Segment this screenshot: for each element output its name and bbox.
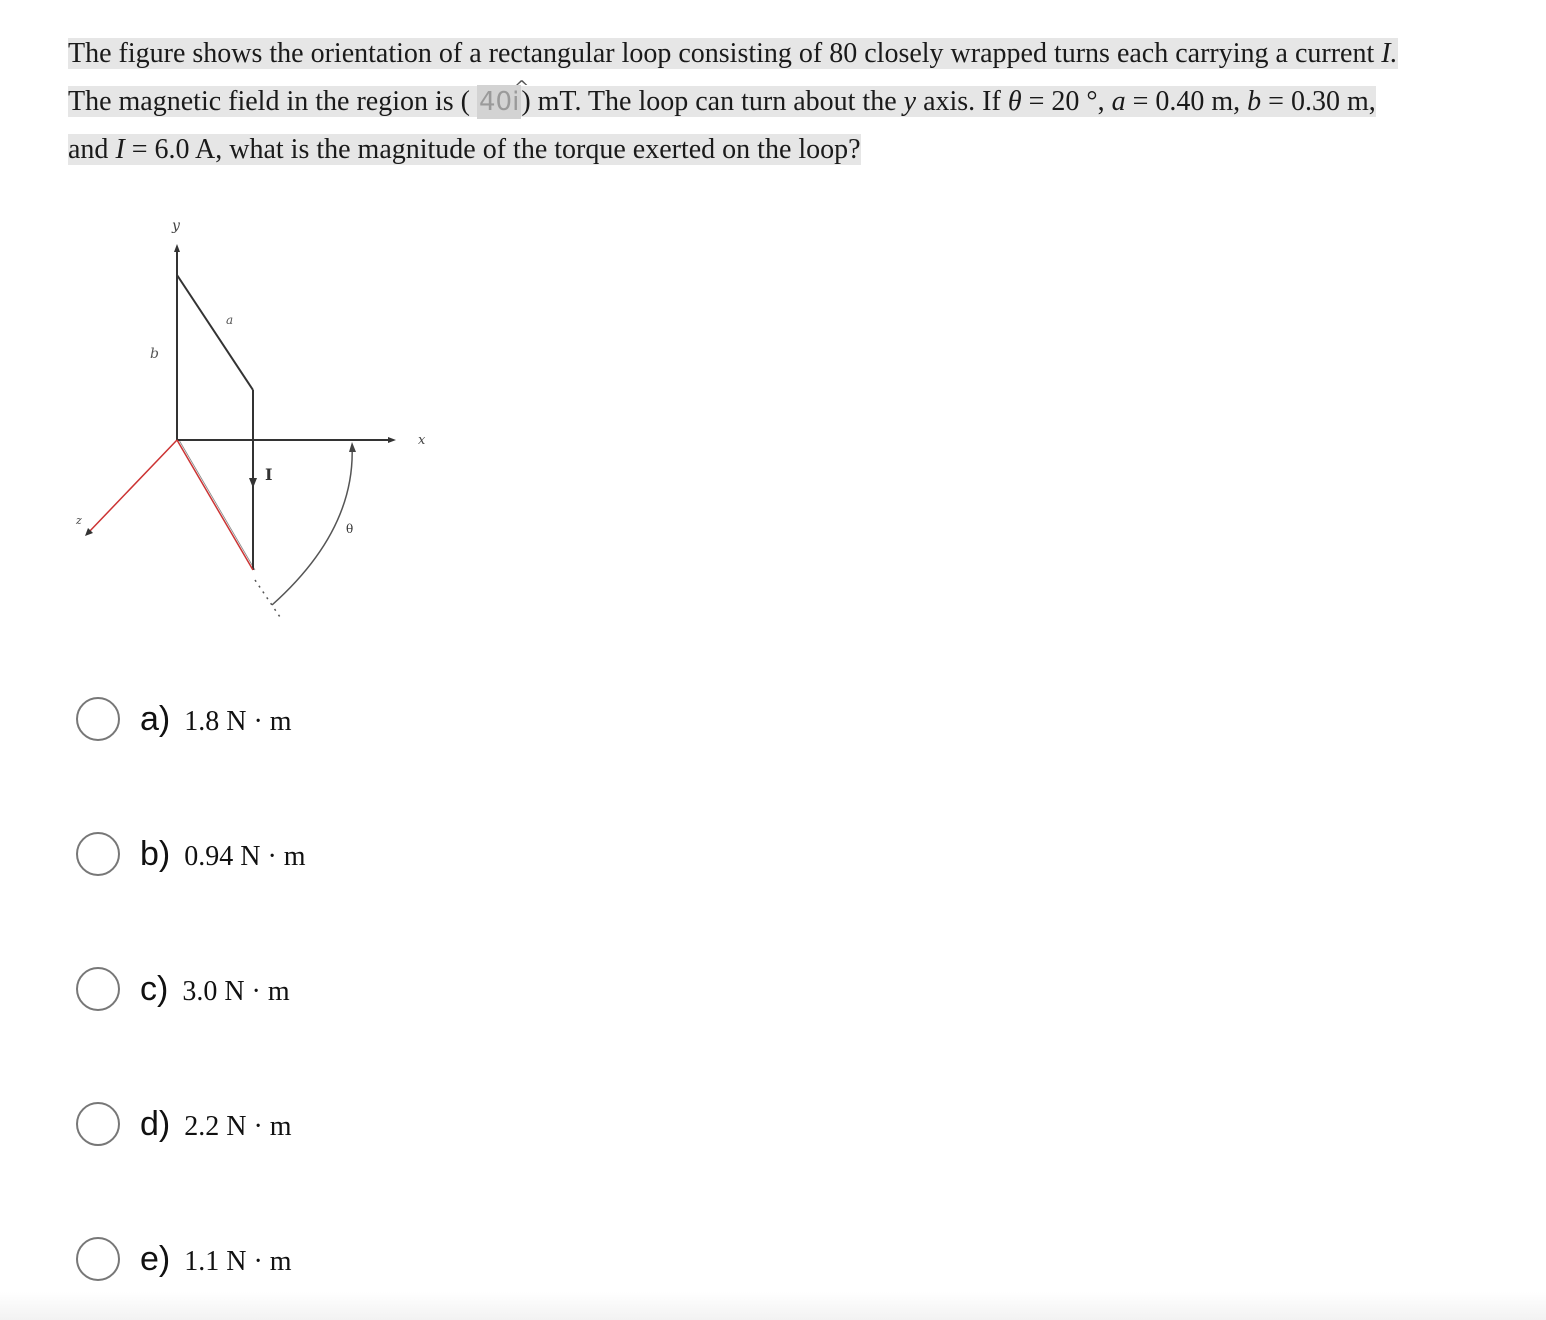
question-line-3 (68, 134, 861, 165)
a-symbol: a (1111, 86, 1126, 117)
option-d[interactable] (76, 1099, 292, 1149)
theta-label: θ (346, 522, 354, 536)
b-value: = 0.30 m, (1261, 86, 1376, 117)
question-text (68, 30, 1528, 174)
b-label: b (150, 346, 159, 362)
question-line-2-start: The magnetic field in the region is ( (68, 86, 477, 117)
radio-d[interactable] (76, 1102, 120, 1146)
option-a-text: 1.8 N · m (184, 706, 292, 737)
field-value-box (477, 85, 521, 119)
question-line-3-start: and (68, 134, 116, 165)
question-line-2-mid: ) mT. The loop can turn about the (521, 86, 904, 117)
loop-bottom-edge (177, 440, 253, 570)
option-c-text: 3.0 N · m (182, 976, 290, 1007)
radio-c[interactable] (76, 967, 120, 1011)
question-line-2 (68, 86, 1376, 117)
bottom-fade-bar (0, 1292, 1546, 1320)
y-axis-label: y (172, 218, 180, 234)
option-a-letter: a) (140, 699, 171, 738)
radio-a[interactable] (76, 697, 120, 741)
option-e[interactable] (76, 1234, 292, 1284)
x-axis-arrow (388, 437, 396, 443)
loop-top-edge (177, 275, 253, 390)
option-d-letter: d) (140, 1104, 171, 1143)
option-a[interactable] (76, 694, 292, 744)
a-label: a (226, 313, 234, 327)
unit-vector-i: ^ i (512, 85, 519, 119)
question-line-1 (68, 38, 1398, 69)
z-axis (88, 440, 177, 533)
field-value: 40 (478, 87, 513, 117)
question-line-1-text: The figure shows the orientation of a rectangular loop consisting of 80 closely wrapped turns each carrying a current (68, 38, 1382, 69)
theta-arc (272, 445, 352, 605)
b-symbol: b (1247, 86, 1262, 117)
option-b-letter: b) (140, 834, 171, 873)
radio-e[interactable] (76, 1237, 120, 1281)
loop-figure (60, 200, 460, 630)
option-e-letter: e) (140, 1239, 171, 1278)
radio-b[interactable] (76, 832, 120, 876)
current-label: I (265, 465, 273, 484)
option-c-letter: c) (140, 969, 169, 1008)
I-symbol: I (115, 134, 125, 165)
option-b[interactable] (76, 829, 306, 879)
option-b-text: 0.94 N · m (184, 841, 306, 872)
question-line-3-end: = 6.0 A, what is the magnitude of the torque exerted on the loop? (124, 134, 861, 165)
option-d-text: 2.2 N · m (184, 1111, 292, 1142)
loop-bottom-edge-shadow (179, 440, 255, 570)
theta-arc-arrow (349, 442, 356, 452)
y-axis-arrow (174, 244, 180, 252)
theta-value: = 20 °, (1021, 86, 1112, 117)
axis-symbol: y (903, 86, 917, 117)
option-e-text: 1.1 N · m (184, 1246, 292, 1277)
current-arrow (249, 478, 257, 488)
theta-symbol: θ (1007, 86, 1022, 117)
question-line-2-post: axis. If (916, 86, 1008, 117)
x-axis-label: x (418, 433, 426, 448)
z-axis-label: z (76, 514, 82, 527)
a-value: = 0.40 m, (1125, 86, 1248, 117)
option-c[interactable] (76, 964, 290, 1014)
current-symbol: I. (1381, 38, 1398, 69)
